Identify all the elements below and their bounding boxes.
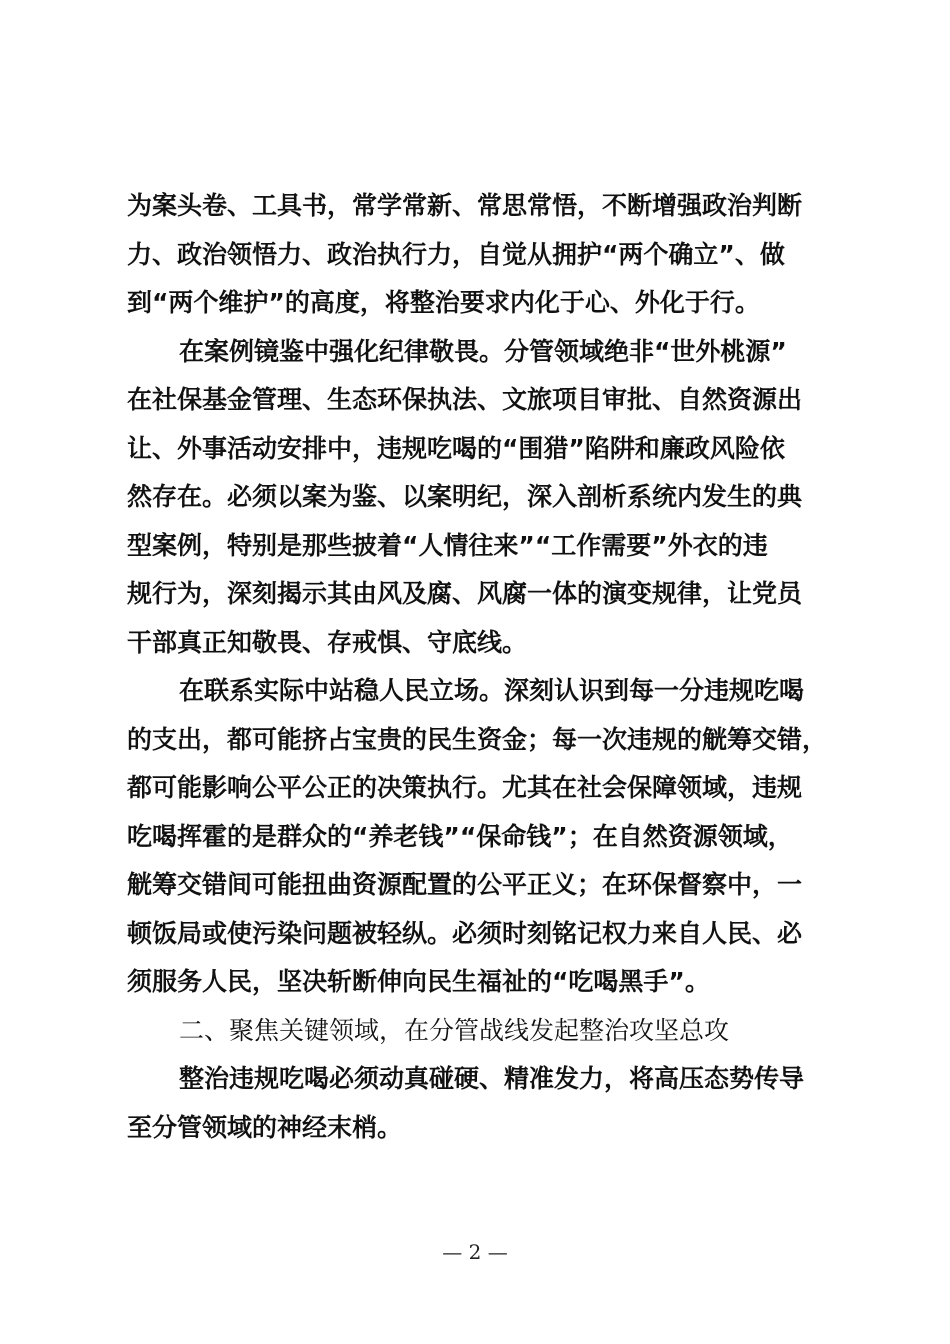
text-line: 干部真正知敬畏、存戒惧、守底线。 — [127, 627, 528, 657]
text-line: 规行为，深刻揭示其由风及腐、风腐一体的演变规律，让党员 — [127, 579, 803, 608]
text-line: 到“两个维护”的高度，将整治要求内化于心、外化于行。 — [127, 288, 760, 317]
paragraph-start-line: 在联系实际中站稳人民立场。深刻认识到每一分违规吃喝 — [179, 676, 805, 705]
text-line: 力、政治领悟力、政治执行力，自觉从拥护“两个确立”、做 — [127, 239, 785, 269]
text-line: 型案例，特别是那些披着“人情往来”“工作需要”外衣的违 — [127, 530, 768, 560]
text-line: 的支出，都可能挤占宝贵的民生资金；每一次违规的觥筹交错， — [127, 724, 828, 754]
paragraph-start-line: 整治违规吃喝必须动真碰硬、精准发力，将高压态势传导 — [179, 1064, 805, 1093]
text-line: 须服务人民，坚决斩断伸向民生福祉的“吃喝黑手”。 — [127, 967, 710, 996]
paragraph-start-line: 在案例镜鉴中强化纪律敬畏。分管领域绝非“世外桃源” — [179, 336, 787, 366]
text-line: 都可能影响公平公正的决策执行。尤其在社会保障领域，违规 — [127, 773, 803, 802]
text-line: 在社保基金管理、生态环保执法、文旅项目审批、自然资源出 — [127, 385, 803, 414]
text-line: 让、外事活动安排中，违规吃喝的“围猎”陷阱和廉政风险依 — [127, 433, 785, 463]
page-number: — 2 — — [442, 1240, 508, 1264]
text-line: 为案头卷、工具书，常学常新、常思常悟，不断增强政治判断 — [127, 191, 803, 220]
text-line: 觥筹交错间可能扭曲资源配置的公平正义；在环保督察中，一 — [127, 870, 803, 899]
text-line: 然存在。必须以案为鉴、以案明纪，深入剖析系统内发生的典 — [127, 482, 803, 511]
section-heading: 二、聚焦关键领域，在分管战线发起整治攻坚总攻 — [179, 1015, 730, 1045]
text-line: 吃喝挥霍的是群众的“养老钱”“保命钱”；在自然资源领域， — [127, 821, 793, 851]
body-text — [127, 182, 835, 1152]
text-line: 顿饭局或使污染问题被轻纵。必须时刻铭记权力来自人民、必 — [127, 918, 803, 948]
text-line: 至分管领域的神经末梢。 — [127, 1112, 403, 1142]
